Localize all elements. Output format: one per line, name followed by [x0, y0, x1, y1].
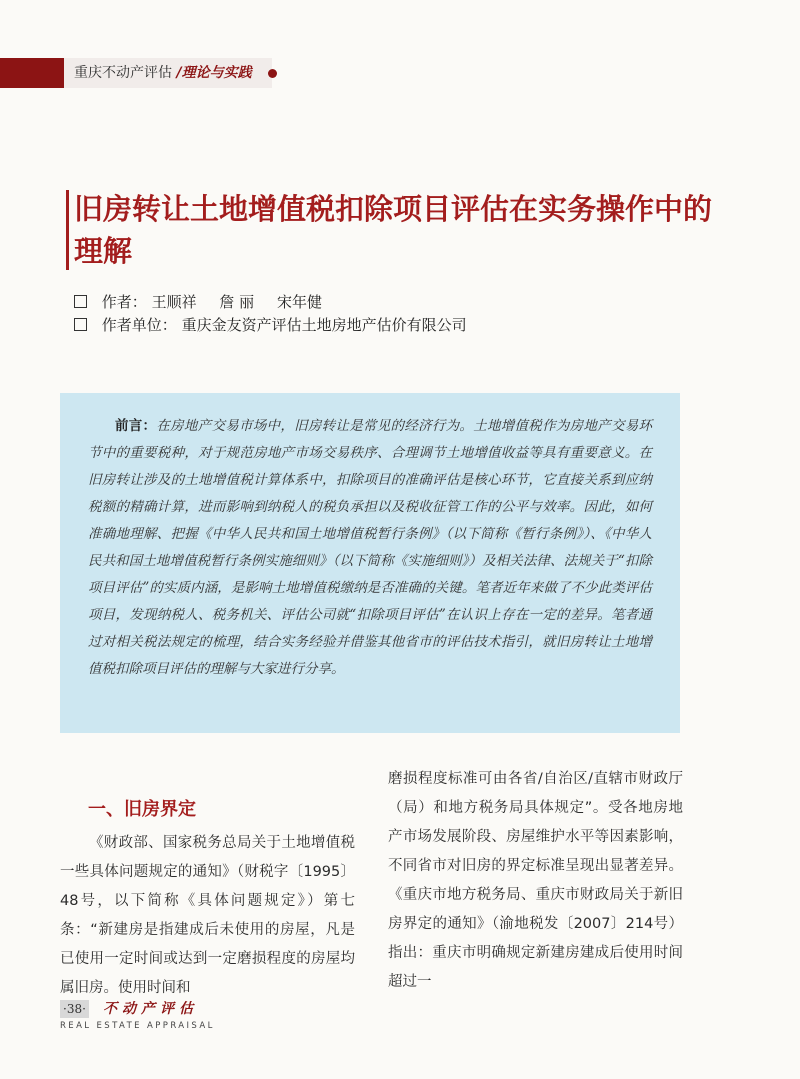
running-header — [74, 62, 252, 84]
preface-lead: 前言： — [115, 418, 157, 434]
affiliation-value: 重庆金友资产评估土地房地产估价有限公司 — [181, 316, 467, 334]
page-number: ·38· — [60, 1000, 89, 1018]
authors-label: 作者： — [101, 293, 147, 311]
header-dot-icon — [268, 69, 277, 78]
author-name: 詹 丽 — [219, 293, 255, 311]
author-names — [152, 293, 340, 311]
author-name: 宋年健 — [276, 293, 322, 311]
body-column-right — [388, 765, 683, 997]
preface-paragraph — [88, 413, 652, 683]
checkbox-square-icon — [74, 318, 87, 331]
preface-text: 在房地产交易市场中，旧房转让是常见的经济行为。土地增值税作为房地产交易环节中的重要税种，对于规范房地产市场交易秩序、合理调节土地增值收益等具有重要意义。在旧房转让涉及的土地增值税计算体系中，扣除项目的准确评估是核心环节，它直接关系到应纳税额的精确计算，进而影响到纳税人的税负承担以及税收征管工作的公平与效率。因此，如何准确地理解、把握《中华人民共和国土地增值税暂行条例》（以下简称《暂行条例》）、《中华人民共和国土地增值税暂行条例实施细则》（以下简称《实施细则》）及相关法律、法规关于“扣除项目评估”的实质内涵，是影响土地增值税缴纳是否准确的关键。笔者近年来做了不少此类评估项目，发现纳税人、税务机关、评估公司就“扣除项目评估”在认识上存在一定的差异。笔者通过对相关税法规定的梳理，结合实务经验并借鉴其他省市的评估技术指引，就旧房转让土地增值税扣除项目评估的理解与大家进行分享。 — [88, 418, 653, 677]
section-heading: 一、旧房界定 — [88, 799, 196, 820]
body-paragraph: 磨损程度标准可由各省/自治区/直辖市财政厅（局）和地方税务局具体规定”。受各地房地产市场发展阶段、房屋维护水平等因素影响，不同省市对旧房的界定标准呈现出显著差异。《重庆市地方税务局、重庆市财政局关于新旧房界定的通知》（渝地税发〔2007〕214号）指出：重庆市明确规定新建房建成后使用时间超过一 — [388, 771, 683, 990]
magazine-name-english: REAL ESTATE APPRAISAL — [60, 1021, 215, 1031]
body-column-left — [60, 795, 355, 1003]
authors-line — [74, 291, 340, 313]
author-name: 王顺祥 — [151, 293, 197, 311]
preface-box — [60, 393, 680, 733]
affiliation-line — [74, 314, 467, 336]
article-title: 旧房转让土地增值税扣除项目评估在实务操作中的理解 — [74, 192, 713, 268]
journal-name: 重庆不动产评估 — [74, 65, 172, 81]
checkbox-square-icon — [74, 295, 87, 308]
affiliation-label: 作者单位： — [101, 316, 177, 334]
title-accent-bar — [66, 190, 69, 270]
body-paragraph: 《财政部、国家税务总局关于土地增值税一些具体问题规定的通知》（财税字〔1995〕48号，以下简称《具体问题规定》）第七条：“新建房是指建成后未使用的房屋，凡是已使用一定时间或达到一定磨损程度的房屋均属旧房。使用时间和 — [60, 835, 355, 996]
section-name: /理论与实践 — [176, 65, 252, 81]
magazine-name: 不动产评估 — [103, 1001, 198, 1017]
